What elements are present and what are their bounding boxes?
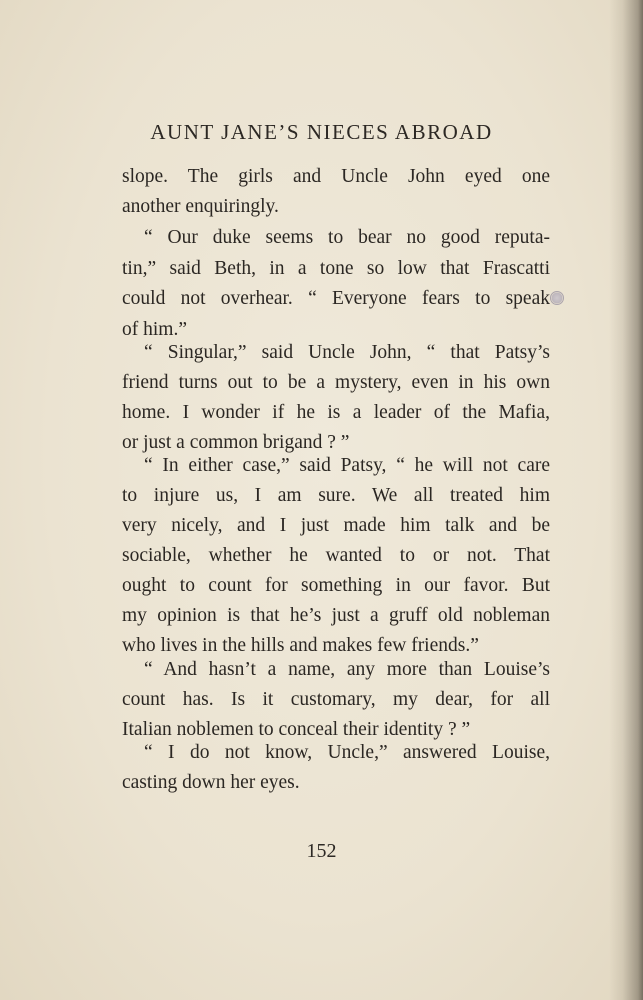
ink-blot bbox=[550, 291, 564, 305]
text-line: count has. Is it customary, my dear, for all bbox=[122, 689, 550, 710]
text-line: “ Our duke seems to bear no good reputa- bbox=[144, 227, 550, 248]
running-head: AUNT JANE’S NIECES ABROAD bbox=[150, 120, 493, 144]
text-line: friend turns out to be a mystery, even in his own bbox=[122, 372, 550, 393]
text-line: “ In either case,” said Patsy, “ he will not care bbox=[144, 455, 550, 476]
text-line: tin,” said Beth, in a tone so low that Frascatti bbox=[122, 258, 550, 279]
text-line: or just a common brigand ? ” bbox=[122, 432, 350, 453]
text-line: Italian noblemen to conceal their identity ? ” bbox=[122, 719, 471, 740]
text-line: sociable, whether he wanted to or not. That bbox=[122, 545, 550, 566]
text-line: my opinion is that he’s just a gruff old nobleman bbox=[122, 605, 550, 626]
text-line: “ Singular,” said Uncle John, “ that Patsy’s bbox=[144, 342, 550, 363]
text-line: to injure us, I am sure. We all treated him bbox=[122, 485, 550, 506]
text-line: ought to count for something in our favor. But bbox=[122, 575, 550, 596]
text-line: “ And hasn’t a name, any more than Louise’s bbox=[144, 659, 550, 680]
text-line: slope. The girls and Uncle John eyed one bbox=[122, 166, 550, 187]
text-line: home. I wonder if he is a leader of the Mafia, bbox=[122, 402, 550, 423]
text-line: casting down her eyes. bbox=[122, 772, 300, 793]
text-line: who lives in the hills and makes few friends.” bbox=[122, 635, 479, 656]
page-number: 152 bbox=[306, 840, 337, 862]
text-line: of him.” bbox=[122, 319, 187, 340]
text-line: very nicely, and I just made him talk and be bbox=[122, 515, 550, 536]
text-line: could not overhear. “ Everyone fears to speak bbox=[122, 288, 550, 309]
text-line: another enquiringly. bbox=[122, 196, 279, 217]
text-line: “ I do not know, Uncle,” answered Louise, bbox=[144, 742, 550, 763]
